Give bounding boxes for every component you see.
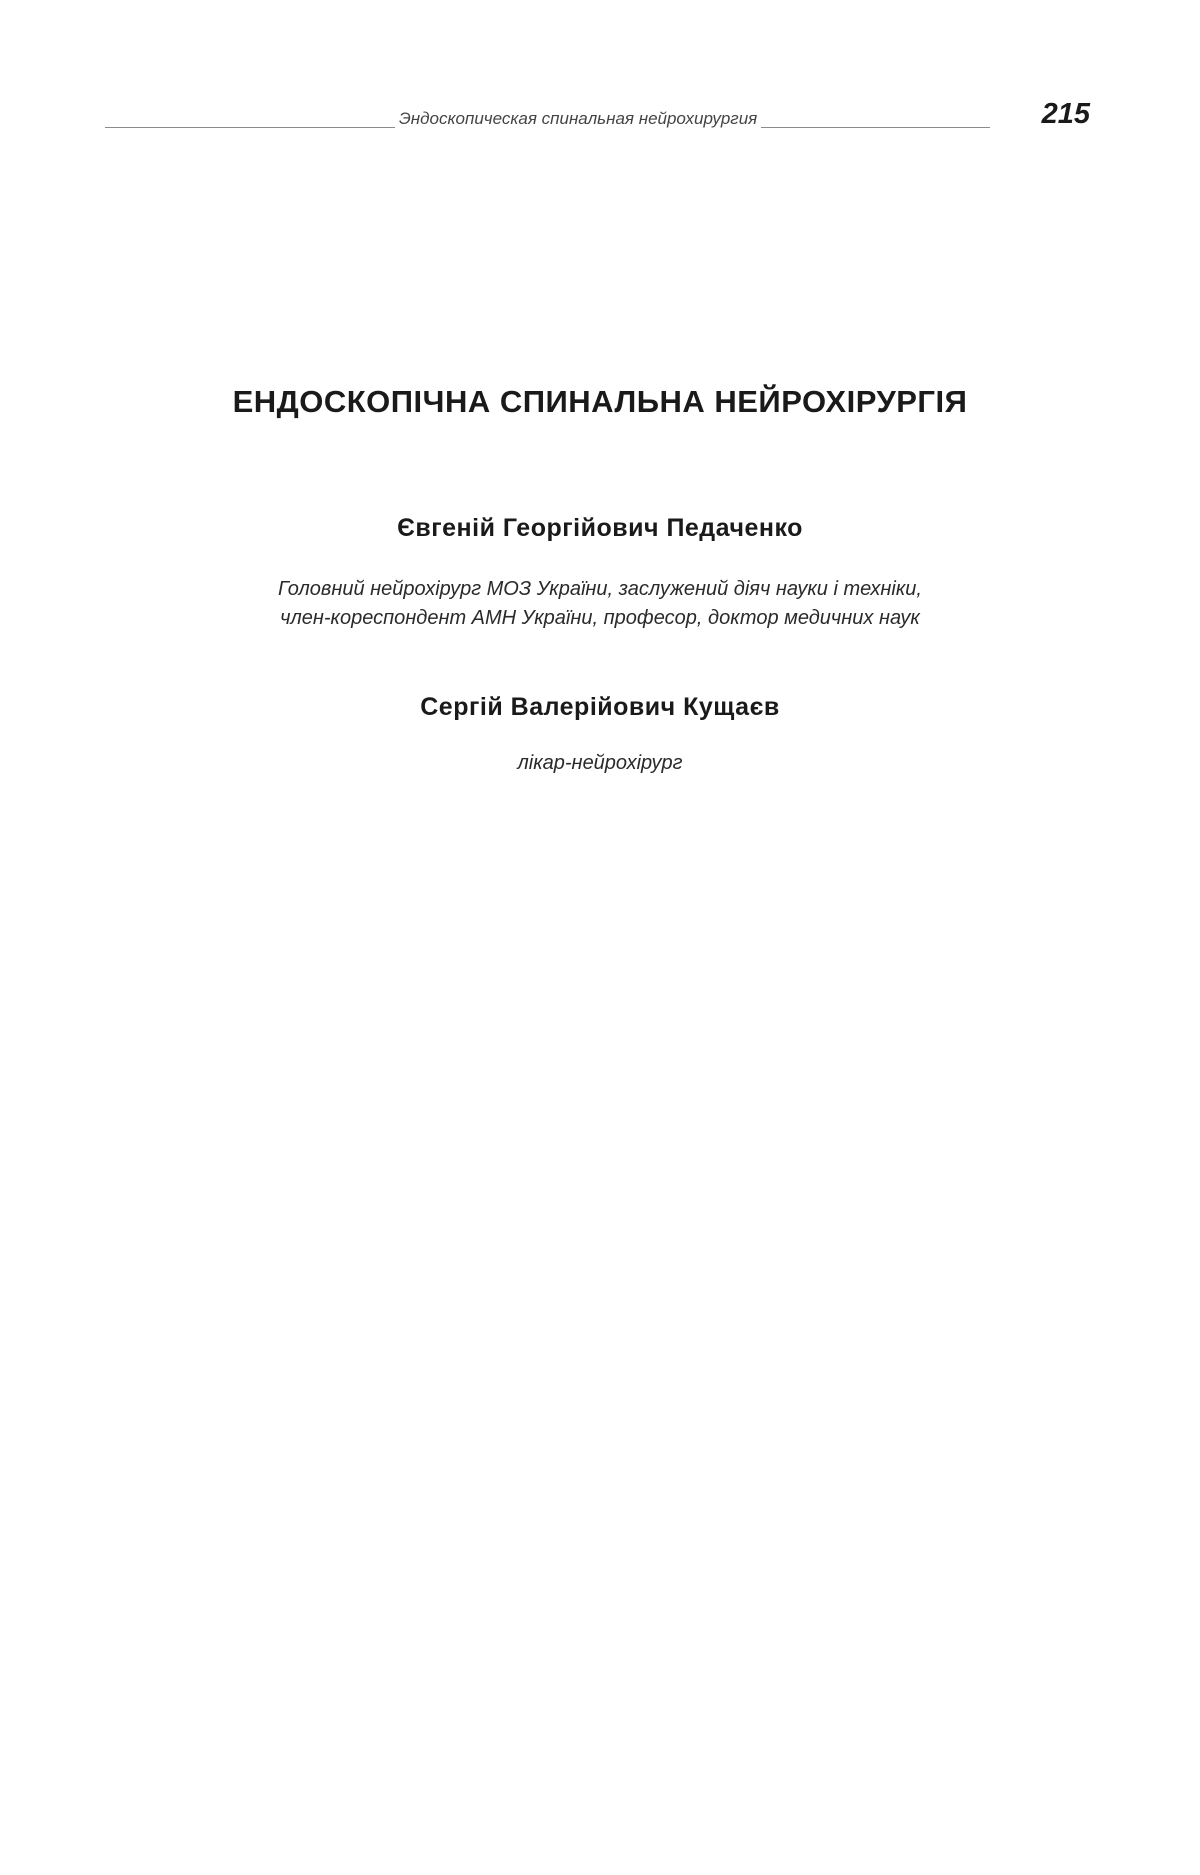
chapter-title: ЕНДОСКОПІЧНА СПИНАЛЬНА НЕЙРОХІРУРГІЯ	[232, 384, 968, 419]
author-affiliation: Головний нейрохірург МОЗ України, заслужений діяч науки і техніки,	[278, 578, 922, 600]
author-name: Сергій Валерійович Кущаєв	[420, 693, 780, 721]
running-header	[105, 98, 1090, 138]
author-affiliation: лікар-нейрохірург	[517, 752, 683, 774]
running-title: Эндоскопическая спинальная нейрохирургия	[395, 109, 761, 129]
page-number: 215	[1041, 98, 1090, 130]
author-affiliation: член-кореспондент АМН України, професор, доктор медичних наук	[280, 607, 920, 629]
author-name: Євгеній Георгійович Педаченко	[397, 514, 803, 542]
